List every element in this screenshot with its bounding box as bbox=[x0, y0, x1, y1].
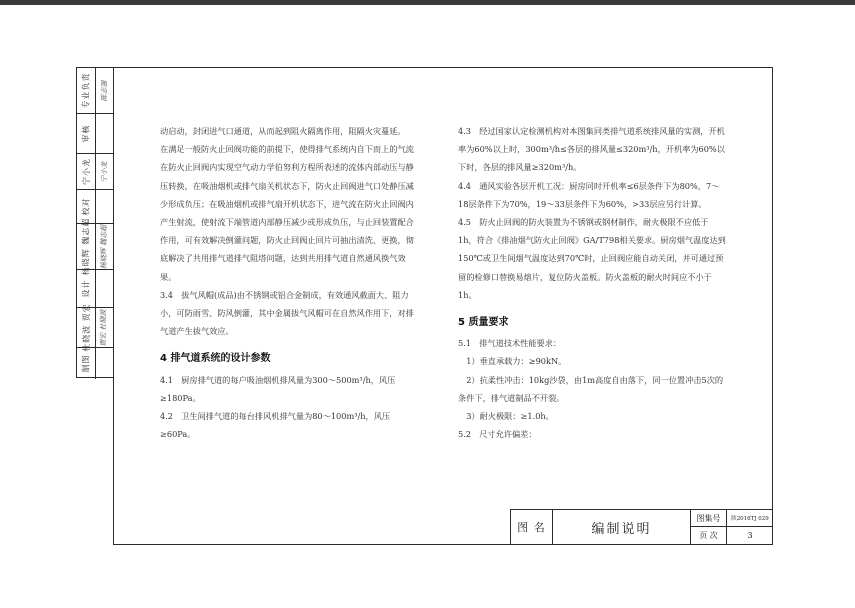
sidebar-signature bbox=[95, 270, 113, 307]
page-number-value: 3 bbox=[747, 531, 753, 540]
sidebar-cell bbox=[77, 217, 113, 276]
title-name-label: 图 名 bbox=[511, 510, 553, 544]
sidebar-role-label bbox=[77, 154, 95, 189]
sidebar-signature-text: 杨晓辉 魏志超 bbox=[100, 224, 109, 269]
sidebar-role-label bbox=[77, 348, 95, 379]
left-paragraph: 4.2 卫生间排气道的每台排风机排气量为80～100m³/h，风压≥60Pa。 bbox=[160, 411, 391, 440]
sidebar-role-label bbox=[77, 68, 95, 113]
right-text-column bbox=[458, 122, 726, 443]
left-paragraph: 在满足一般防火止回阀功能的前提下，使得排气系统内自下而上的气流在防火止回阀内实现空气动力学伯努利方程所表述的流体内部动压与静压转换，在吸油烟机或排气扇关机状态下，防火止回阀进气口处静压减少形成负压；在吸油烟机或排气扇开机状态下，进气流在防火止回阀内产生射流，使射流下端管道内部静压减少或形成负压，与止回装置配合作用，可有效解决倒灌问题，防火止回阀止回片可抽出清洗、更换，彻底解决了共用排气道排气阻塔问题，达到共用排气道自然通风换气效果。 bbox=[160, 144, 414, 282]
sidebar-role-text: 杨晓辉 魏志超 bbox=[81, 217, 91, 276]
atlas-number-value: 陕2016TJ 029 bbox=[727, 510, 773, 527]
sidebar-signature bbox=[95, 190, 113, 223]
sidebar-role-text: 杜晓波 贾宏 bbox=[81, 303, 91, 352]
sidebar-role-text: 设计 bbox=[81, 279, 91, 298]
sidebar-role-label bbox=[77, 303, 95, 352]
sidebar-cell bbox=[77, 348, 113, 379]
sidebar-cell bbox=[77, 154, 113, 190]
sidebar-role-text: 制图 bbox=[81, 354, 91, 373]
title-block bbox=[510, 509, 773, 545]
sidebar-signature-text: 宁小龙 bbox=[100, 161, 108, 182]
page-number-label: 页 次 bbox=[691, 527, 727, 544]
left-text-column bbox=[160, 122, 420, 443]
sidebar-signature bbox=[95, 224, 113, 269]
sidebar-cell bbox=[77, 68, 113, 114]
left-paragraph: 动启动，封闭进气口通道，从而起到阻火隔离作用，阻隔火灾蔓延。 bbox=[160, 126, 406, 136]
sidebar-role-text: 宁小龙 bbox=[81, 158, 91, 185]
sidebar-signature bbox=[95, 348, 113, 379]
sidebar-signature bbox=[95, 154, 113, 189]
sidebar-signature-text: 陈志强 bbox=[100, 80, 108, 101]
left-paragraph: 4.1 厨房排气道的每户吸油烟机排风量为300～500m³/h，风压≥180Pa。 bbox=[160, 374, 396, 403]
sidebar-signature bbox=[95, 308, 113, 347]
sidebar-role-text: 校对 bbox=[81, 197, 91, 216]
right-paragraph: 4.5 防火止回阀的防火装置为不锈钢或钢材制作，耐火极限不应低于1h，符合《排油烟气防火止回阀》GA/T798相关要求。厨房烟气温度达到150℃或卫生间烟气温度达到70℃时，止回阀应能自动关闭，并可通过预留的检修口替换易熔片，复位防火盖板。防火盖板的耐火时间应不小于1h。 bbox=[458, 217, 726, 300]
right-paragraph: 4.3 经过国家认定检测机构对本图集同类排气道系统排风量的实测，开机率为60%以上时，300m³/h≤各层的排风量≤320m³/h，开机率为60%以下时，各层的排风量≥320m³/h。 bbox=[458, 126, 725, 173]
section-heading: 5 质量要求 bbox=[458, 317, 509, 329]
sidebar-role-label bbox=[77, 114, 95, 153]
sidebar-cell bbox=[77, 303, 113, 352]
sidebar-signature bbox=[95, 68, 113, 113]
right-paragraph: 2）抗柔性冲击：10kg沙袋，由1m高度自由落下，同一位置冲击5次的条件下，排气道制品不开裂。 bbox=[458, 374, 724, 403]
right-paragraph: 5.2 尺寸允许偏差： bbox=[458, 429, 537, 440]
drawing-title: 编制说明 bbox=[553, 510, 691, 544]
sidebar-role-text: 专业负责 bbox=[81, 72, 91, 109]
sidebar-signature bbox=[95, 114, 113, 153]
left-paragraph: 3.4 拔气风帽(成品)由不锈钢或铝合金制成，有效通风截面大、阻力小，可防雨雪、防风倒灌，其中金属拔气风帽可在自然风作用下，对排气道产生拔气效应。 bbox=[160, 289, 414, 337]
sidebar-role-text: 审核 bbox=[81, 124, 91, 143]
sidebar-role-label bbox=[77, 270, 95, 307]
sidebar-cell bbox=[77, 114, 113, 154]
right-paragraph: 3）耐火极限：≥1.0h。 bbox=[458, 411, 554, 422]
top-border-bar bbox=[0, 0, 855, 5]
right-paragraph: 4.4 通风实验各层开机工况：厨房同时开机率≤6层条件下为80%，7～18层条件下为70%，19～33层条件下为60%，>33层应另行计算。 bbox=[458, 180, 720, 209]
sidebar-signature-text: 贾宏 杜晓波 bbox=[100, 308, 109, 347]
signature-sidebar bbox=[76, 67, 113, 378]
section-heading: 4 排气道系统的设计参数 bbox=[160, 353, 271, 365]
sidebar-role-label bbox=[77, 217, 95, 276]
right-paragraph: 1）垂直承载力：≥90kN。 bbox=[458, 356, 567, 367]
atlas-number-label: 图集号 bbox=[691, 510, 727, 527]
right-paragraph: 5.1 排气道技术性能要求： bbox=[458, 338, 562, 349]
